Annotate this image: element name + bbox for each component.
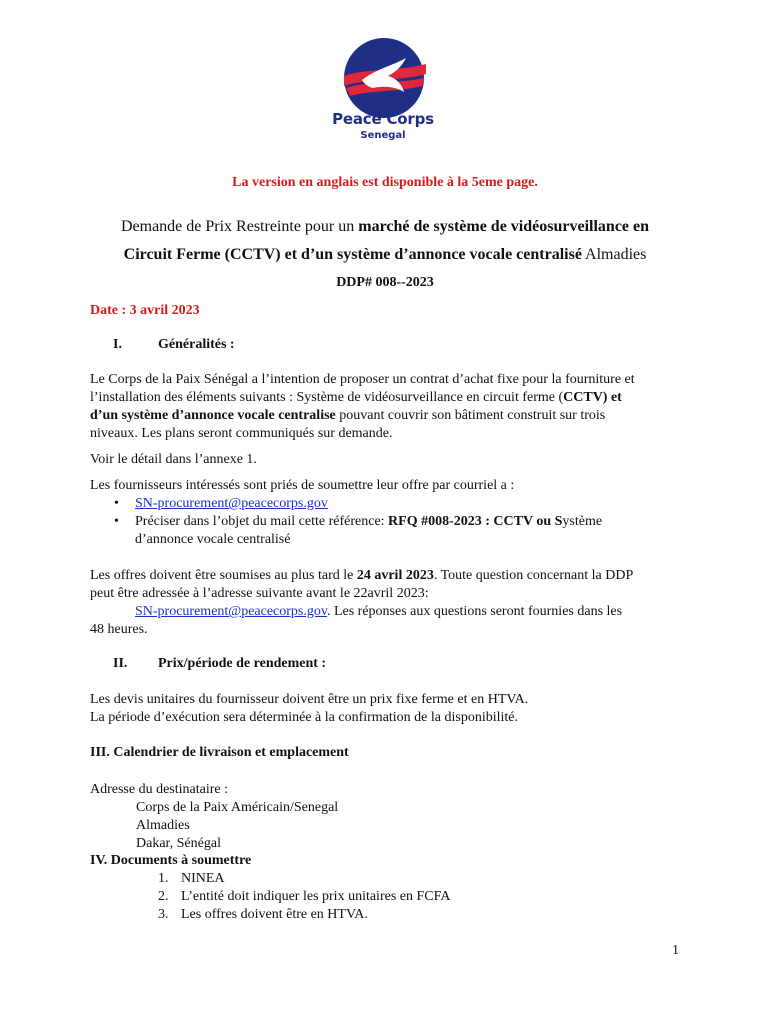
heading-line-2-bold: Circuit Ferme (CCTV) et d’un système d’annonce vocale centralisé [123,246,582,263]
section-2-number: II. [113,656,128,671]
section-1-para-1-line-4: niveaux. Les plans seront communiqués sur demande. [90,426,393,441]
procurement-email-link-2[interactable]: SN-procurement@peacecorps.gov [135,604,327,619]
heading-line-1 [0,218,770,236]
section-1-para-4-line-4: 48 heures. [90,622,148,637]
bullet-2-tail: ystème [562,514,603,529]
heading-line-1-prefix: Demande de Prix Restreinte pour un [120,218,359,235]
bullet-2-bold: RFQ #008-2023 : CCTV ou S [388,514,563,529]
section-2-title: Prix/période de rendement : [158,656,327,671]
section-1-para-1-line-1: Le Corps de la Paix Sénégal a l’intention de proposer un contrat d’achat fixe pour la fourniture et [90,372,635,387]
doc-item-3-text: Les offres doivent être en HTVA. [181,907,368,922]
para-1-line-3-text: pouvant couvrir son bâtiment construit sur trois [335,408,606,423]
heading-line-2-suffix: Almadies [581,246,647,263]
address-line-3: Dakar, Sénégal [136,836,221,851]
section-1-para-3: Les fournisseurs intéressés sont priés de soumettre leur offre par courriel a : [90,478,515,493]
section-1-para-2: Voir le détail dans l’annexe 1. [90,452,257,467]
heading-line-2 [0,246,770,264]
procurement-email-link-1[interactable]: SN-procurement@peacecorps.gov [135,496,328,511]
section-1-para-4-line-2: peut être adressée à l’adresse suivante avant le 22avril 2023: [90,586,429,601]
para-4-line-3-rest: . Les réponses aux questions seront fournies dans les [326,604,623,619]
page-number: 1 [672,943,679,958]
para-1-line-3-bold: d’un système d’annonce vocale centralise [90,408,336,423]
section-2-line-1: Les devis unitaires du fournisseur doivent être un prix fixe ferme et en HTVA. [90,692,529,707]
logo-subtitle: Senegal [360,130,406,141]
section-2-line-2: La période d’exécution sera déterminée à la confirmation de la disponibilité. [90,710,518,725]
bullet-2-line-1 [135,514,602,530]
para-4-text-c: . Toute question concernant la DDP [433,568,634,583]
doc-item-1-number: 1. [158,871,169,886]
document-date: Date : 3 avril 2023 [90,303,200,318]
address-line-2: Almadies [136,818,190,833]
section-1-para-1-line-3 [90,408,605,424]
address-line-1: Corps de la Paix Américain/Senegal [136,800,339,815]
doc-item-3-number: 3. [158,907,169,922]
english-version-notice: La version en anglais est disponible à la 5eme page. [232,175,538,190]
doc-item-2-text: L’entité doit indiquer les prix unitaires en FCFA [181,889,451,904]
para-4-text-a: Les offres doivent être soumises au plus tard le [90,568,357,583]
section-1-para-4-line-3 [135,604,622,620]
address-label: Adresse du destinataire : [90,782,229,797]
para-1-line-2-bold: CCTV) et [563,390,622,405]
bullet-dot-1: • [114,496,119,511]
section-4-title: IV. Documents à soumettre [90,853,252,868]
ddp-reference: DDP# 008--2023 [336,275,434,290]
doc-item-2-number: 2. [158,889,169,904]
section-1-title: Généralités : [158,337,235,352]
heading-line-1-bold: marché de système de vidéosurveillance en [358,218,650,235]
section-1-number: I. [113,337,122,352]
section-1-para-4-line-1 [90,568,633,584]
bullet-2-text: Préciser dans l’objet du mail cette référence: [135,514,389,529]
para-1-line-2-text: l’installation des éléments suivants : Système de vidéosurveillance en circuit ferme ( [90,390,564,405]
section-3-title: III. Calendrier de livraison et emplacement [90,745,349,760]
logo-title: Peace Corps [332,110,434,128]
section-1-para-1-line-2 [90,390,622,406]
doc-item-1-text: NINEA [181,871,225,886]
bullet-2-line-2: d’annonce vocale centralisé [135,532,291,547]
para-4-deadline: 24 avril 2023 [356,568,434,583]
bullet-dot-2: • [114,514,119,529]
